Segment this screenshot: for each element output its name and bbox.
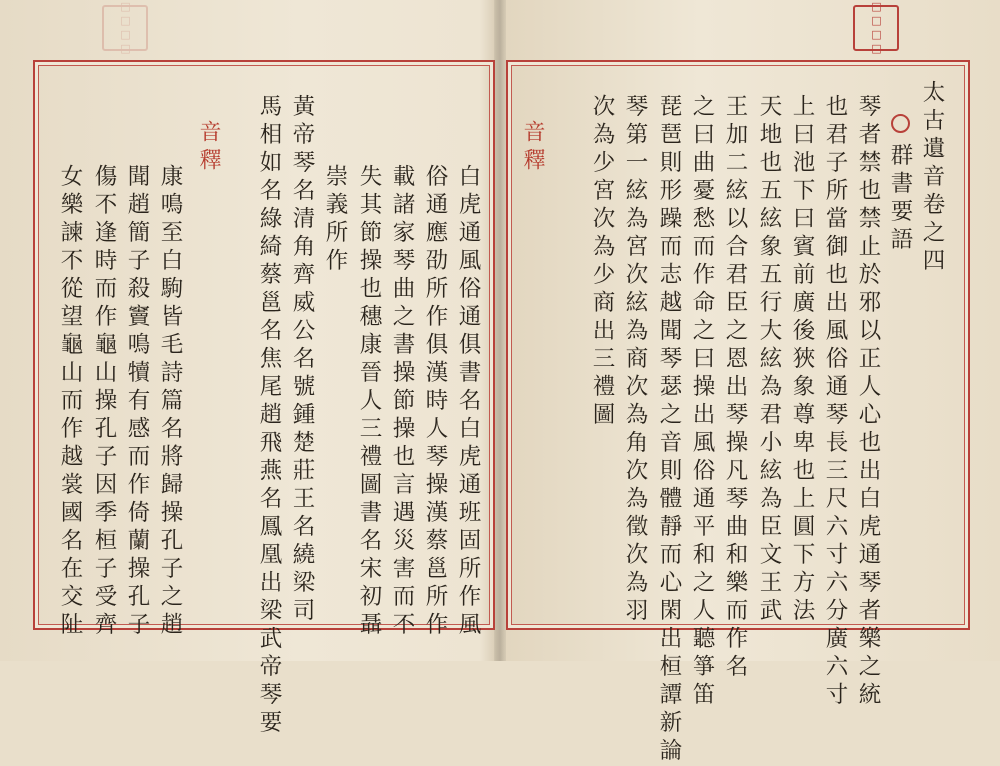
yinshi-label-right: 音釋 xyxy=(520,120,545,176)
text-column-l3: 載諸家琴曲之書操節操也言遇災害而不 xyxy=(389,164,415,640)
text-column-l9: 聞趙簡子殺竇鳴犢有感而作倚蘭操孔子 xyxy=(124,164,150,640)
text-column-l11: 女樂諫不從望龜山而作越裳國名在交阯 xyxy=(57,164,83,640)
section-heading xyxy=(888,112,912,255)
circle-marker-icon xyxy=(891,114,910,133)
text-column-r8: 琴第一絃為宮次絃為商次為角次為徵次為羽 xyxy=(622,94,648,626)
text-column-l4: 失其節操也穗康晉人三禮圖書名宋初聶 xyxy=(356,164,382,640)
text-column-l1: 白虎通風俗通俱書名白虎通班固所作風 xyxy=(455,164,481,640)
seal-text: □□□□ xyxy=(870,0,883,56)
text-column-l5: 崇義所作 xyxy=(322,164,348,276)
text-column-l7: 馬相如名綠綺蔡邕名焦尾趙飛燕名鳳凰出梁武帝琴要 xyxy=(256,94,282,738)
text-column-r4: 天地也五絃象五行大絃為君小絃為臣文王武 xyxy=(756,94,782,626)
text-column-l8: 康鳴至白駒皆毛詩篇名將歸操孔子之趙 xyxy=(157,164,183,640)
text-column-r1: 琴者禁也禁止於邪以正人心也出白虎通琴者樂之統 xyxy=(855,94,881,710)
text-column-r2: 也君子所當御也出風俗通琴長三尺六寸六分廣六寸 xyxy=(822,94,848,710)
text-column-r5: 王加二絃以合君臣之恩出琴操凡琴曲和樂而作名 xyxy=(722,94,748,682)
text-column-l10: 傷不逢時而作龜山操孔子因季桓子受齊 xyxy=(91,164,117,640)
text-column-l6: 黃帝琴名清角齊威公名號鍾楚莊王名繞梁司 xyxy=(289,94,315,626)
red-seal-stamp xyxy=(853,0,899,56)
text-column-r6: 之曰曲憂愁而作命之曰操出風俗通平和之人聽箏笛 xyxy=(689,94,715,710)
text-column-l2: 俗通應劭所作俱漢時人琴操漢蔡邕所作 xyxy=(422,164,448,640)
seal-text-faint: □□□□ xyxy=(119,0,132,56)
section-title: 群書要語 xyxy=(887,143,913,255)
yinshi-label-left: 音釋 xyxy=(196,120,221,176)
text-column-r7: 琵琶則形躁而志越聞琴瑟之音則體靜而心閑出桓譚新論 xyxy=(656,94,682,766)
book-spine xyxy=(494,0,506,661)
faint-seal-stamp xyxy=(102,0,148,56)
volume-title: 太古遺音卷之四 xyxy=(919,80,945,276)
text-column-r9: 次為少宮次為少商出三禮圖 xyxy=(589,94,615,430)
text-column-r3: 上曰池下曰賓前廣後狹象尊卑也上圓下方法 xyxy=(789,94,815,626)
